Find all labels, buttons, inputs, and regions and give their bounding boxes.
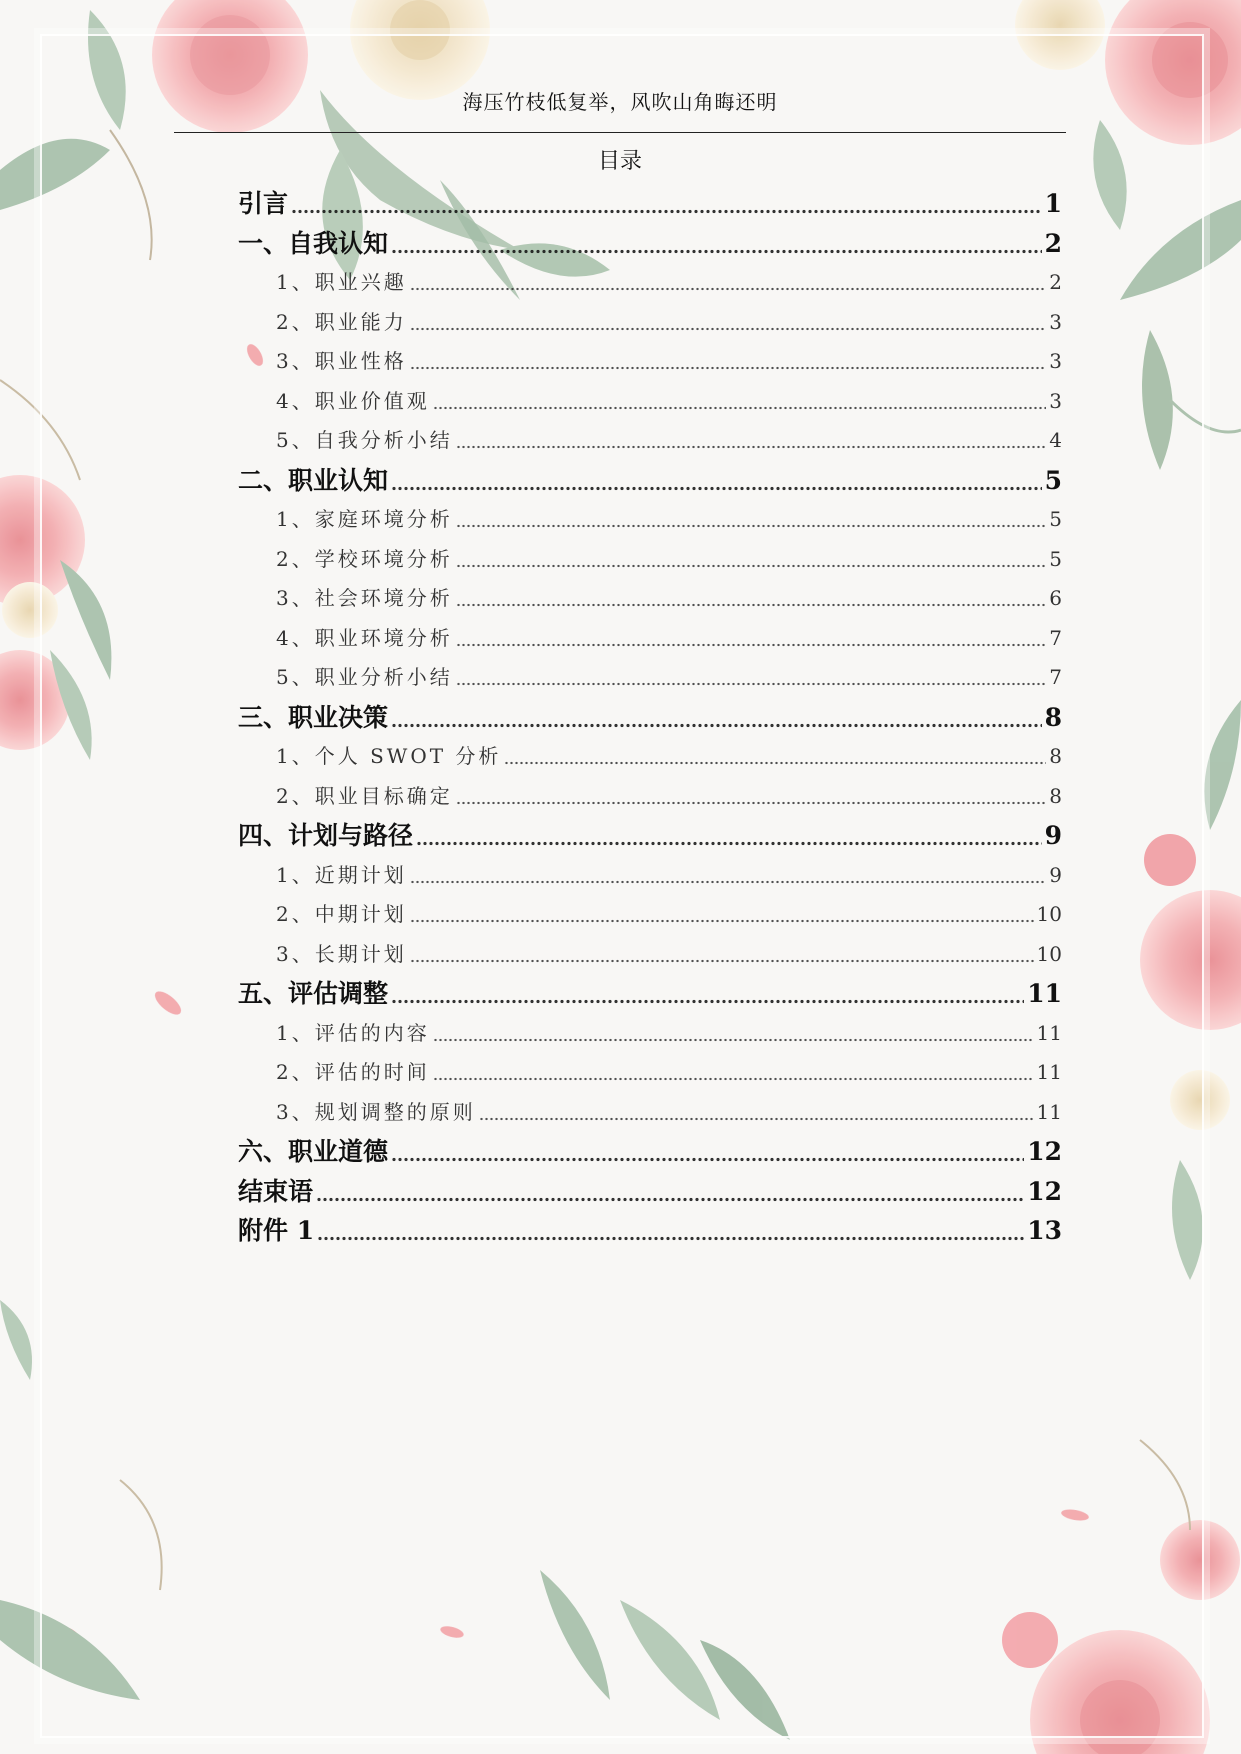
toc-dot-leader [456, 627, 1047, 647]
toc-page-number: 10 [1036, 941, 1062, 966]
toc-page-number: 6 [1049, 586, 1062, 610]
toc-chapter-entry[interactable] [238, 974, 1062, 1014]
toc-chapter-entry[interactable] [238, 816, 1062, 856]
toc-section-entry[interactable] [238, 579, 1062, 619]
toc-page-number: 8 [1049, 783, 1062, 808]
toc-dot-leader [410, 943, 1034, 963]
toc-entry-label: 1、评估的内容 [276, 1020, 430, 1045]
toc-page-number: 5 [1049, 546, 1062, 571]
toc-entry-label: 3、长期计划 [276, 941, 407, 966]
toc-entry-label: 六、职业道德 [238, 1137, 389, 1166]
header-divider [174, 132, 1066, 133]
toc-entry-label: 3、职业性格 [276, 349, 407, 373]
toc-dot-leader [433, 1061, 1034, 1081]
toc-section-entry[interactable] [238, 935, 1062, 975]
toc-page-number: 12 [1027, 1176, 1062, 1206]
toc-page-number: 3 [1049, 349, 1062, 373]
toc-chapter-entry[interactable] [238, 461, 1062, 501]
toc-dot-leader [391, 1137, 1024, 1162]
toc-dot-leader [456, 508, 1047, 528]
toc-title: 目录 [597, 149, 642, 174]
toc-entry-label: 4、职业价值观 [276, 388, 430, 413]
toc-entry-label: 2、学校环境分析 [276, 546, 453, 571]
toc-dot-leader [504, 745, 1046, 765]
toc-entry-label: 1、近期计划 [276, 862, 407, 887]
toc-dot-leader [410, 903, 1034, 923]
toc-dot-leader [291, 189, 1042, 214]
toc-page-number: 5 [1049, 507, 1062, 531]
toc-entry-label: 引言 [238, 189, 289, 218]
toc-section-entry[interactable] [238, 342, 1062, 382]
table-of-contents [238, 184, 1062, 1251]
toc-page-number: 8 [1049, 744, 1062, 768]
toc-entry-label: 2、职业能力 [276, 309, 407, 334]
toc-entry-label: 四、计划与路径 [238, 821, 414, 850]
toc-entry-label: 5、自我分析小结 [276, 428, 453, 452]
toc-dot-leader [456, 429, 1047, 449]
toc-dot-leader [456, 587, 1047, 607]
toc-entry-label: 三、职业决策 [238, 702, 389, 732]
toc-dot-leader [456, 666, 1047, 686]
toc-page-number: 7 [1049, 625, 1062, 650]
toc-dot-leader [316, 1177, 1024, 1202]
toc-entry-label: 2、中期计划 [276, 902, 407, 926]
toc-page-number: 9 [1049, 862, 1062, 887]
toc-dot-leader [391, 979, 1024, 1004]
toc-section-entry[interactable] [238, 1014, 1062, 1054]
toc-section-entry[interactable] [238, 540, 1062, 580]
toc-dot-leader [391, 466, 1042, 491]
toc-page-number: 11 [1027, 979, 1062, 1008]
toc-page-number: 9 [1044, 821, 1062, 850]
toc-entry-label: 二、职业认知 [238, 465, 389, 495]
toc-dot-leader [433, 390, 1047, 410]
toc-chapter-entry[interactable] [238, 224, 1062, 264]
toc-page-number: 2 [1049, 270, 1062, 294]
toc-page-number: 10 [1036, 902, 1062, 926]
toc-dot-leader [456, 785, 1047, 805]
toc-dot-leader [391, 703, 1042, 728]
toc-section-entry[interactable] [238, 500, 1062, 540]
toc-entry-label: 一、自我认知 [238, 228, 389, 258]
toc-dot-leader [410, 311, 1047, 331]
toc-page-number: 11 [1036, 1099, 1062, 1124]
toc-section-entry[interactable] [238, 619, 1062, 659]
toc-entry-label: 1、家庭环境分析 [276, 507, 453, 531]
toc-section-entry[interactable] [238, 1093, 1062, 1133]
toc-entry-label: 2、评估的时间 [276, 1060, 430, 1084]
toc-section-entry[interactable] [238, 658, 1062, 698]
toc-page-number: 4 [1049, 428, 1062, 452]
toc-entry-label: 5、职业分析小结 [276, 665, 453, 689]
toc-page-number: 3 [1049, 388, 1062, 413]
toc-dot-leader [410, 864, 1047, 884]
toc-page-number: 1 [1044, 189, 1062, 218]
toc-section-entry[interactable] [238, 856, 1062, 896]
toc-chapter-entry[interactable] [238, 184, 1062, 224]
toc-entry-label: 3、社会环境分析 [276, 586, 453, 610]
toc-entry-label: 1、职业兴趣 [276, 270, 407, 294]
toc-entry-label: 结束语 [238, 1176, 314, 1206]
toc-entry-label: 2、职业目标确定 [276, 783, 453, 808]
toc-page-number: 7 [1049, 665, 1062, 689]
toc-entry-label: 3、规划调整的原则 [276, 1099, 476, 1124]
toc-dot-leader [433, 1022, 1034, 1042]
toc-chapter-entry[interactable] [238, 698, 1062, 738]
toc-section-entry[interactable] [238, 382, 1062, 422]
toc-dot-leader [317, 1216, 1024, 1241]
toc-page-number: 13 [1027, 1216, 1062, 1245]
toc-section-entry[interactable] [238, 263, 1062, 303]
toc-section-entry[interactable] [238, 303, 1062, 343]
toc-section-entry[interactable] [238, 421, 1062, 461]
toc-dot-leader [410, 350, 1047, 370]
toc-page-number: 11 [1036, 1060, 1062, 1084]
toc-entry-label: 4、职业环境分析 [276, 625, 453, 650]
toc-entry-label: 附件 1 [238, 1216, 315, 1245]
toc-section-entry[interactable] [238, 1053, 1062, 1093]
toc-entry-label: 五、评估调整 [238, 979, 389, 1008]
toc-page-number: 8 [1044, 702, 1062, 732]
toc-dot-leader [456, 548, 1047, 568]
toc-chapter-entry[interactable] [238, 1132, 1062, 1172]
toc-page-number: 5 [1044, 465, 1062, 495]
toc-dot-leader [410, 271, 1047, 291]
toc-dot-leader [391, 229, 1042, 254]
toc-section-entry[interactable] [238, 777, 1062, 817]
toc-page-number: 2 [1044, 228, 1062, 258]
toc-entry-label: 1、个人 SWOT 分析 [276, 744, 502, 768]
toc-page-number: 11 [1036, 1020, 1062, 1045]
page-header: 海压竹枝低复举，风吹山角晦还明 [462, 90, 778, 114]
toc-page-number: 3 [1049, 309, 1062, 334]
toc-chapter-entry[interactable] [238, 1211, 1062, 1251]
toc-chapter-entry[interactable] [238, 1172, 1062, 1212]
toc-section-entry[interactable] [238, 737, 1062, 777]
toc-dot-leader [416, 821, 1042, 846]
toc-section-entry[interactable] [238, 895, 1062, 935]
toc-dot-leader [479, 1101, 1034, 1121]
toc-page-number: 12 [1027, 1137, 1062, 1166]
